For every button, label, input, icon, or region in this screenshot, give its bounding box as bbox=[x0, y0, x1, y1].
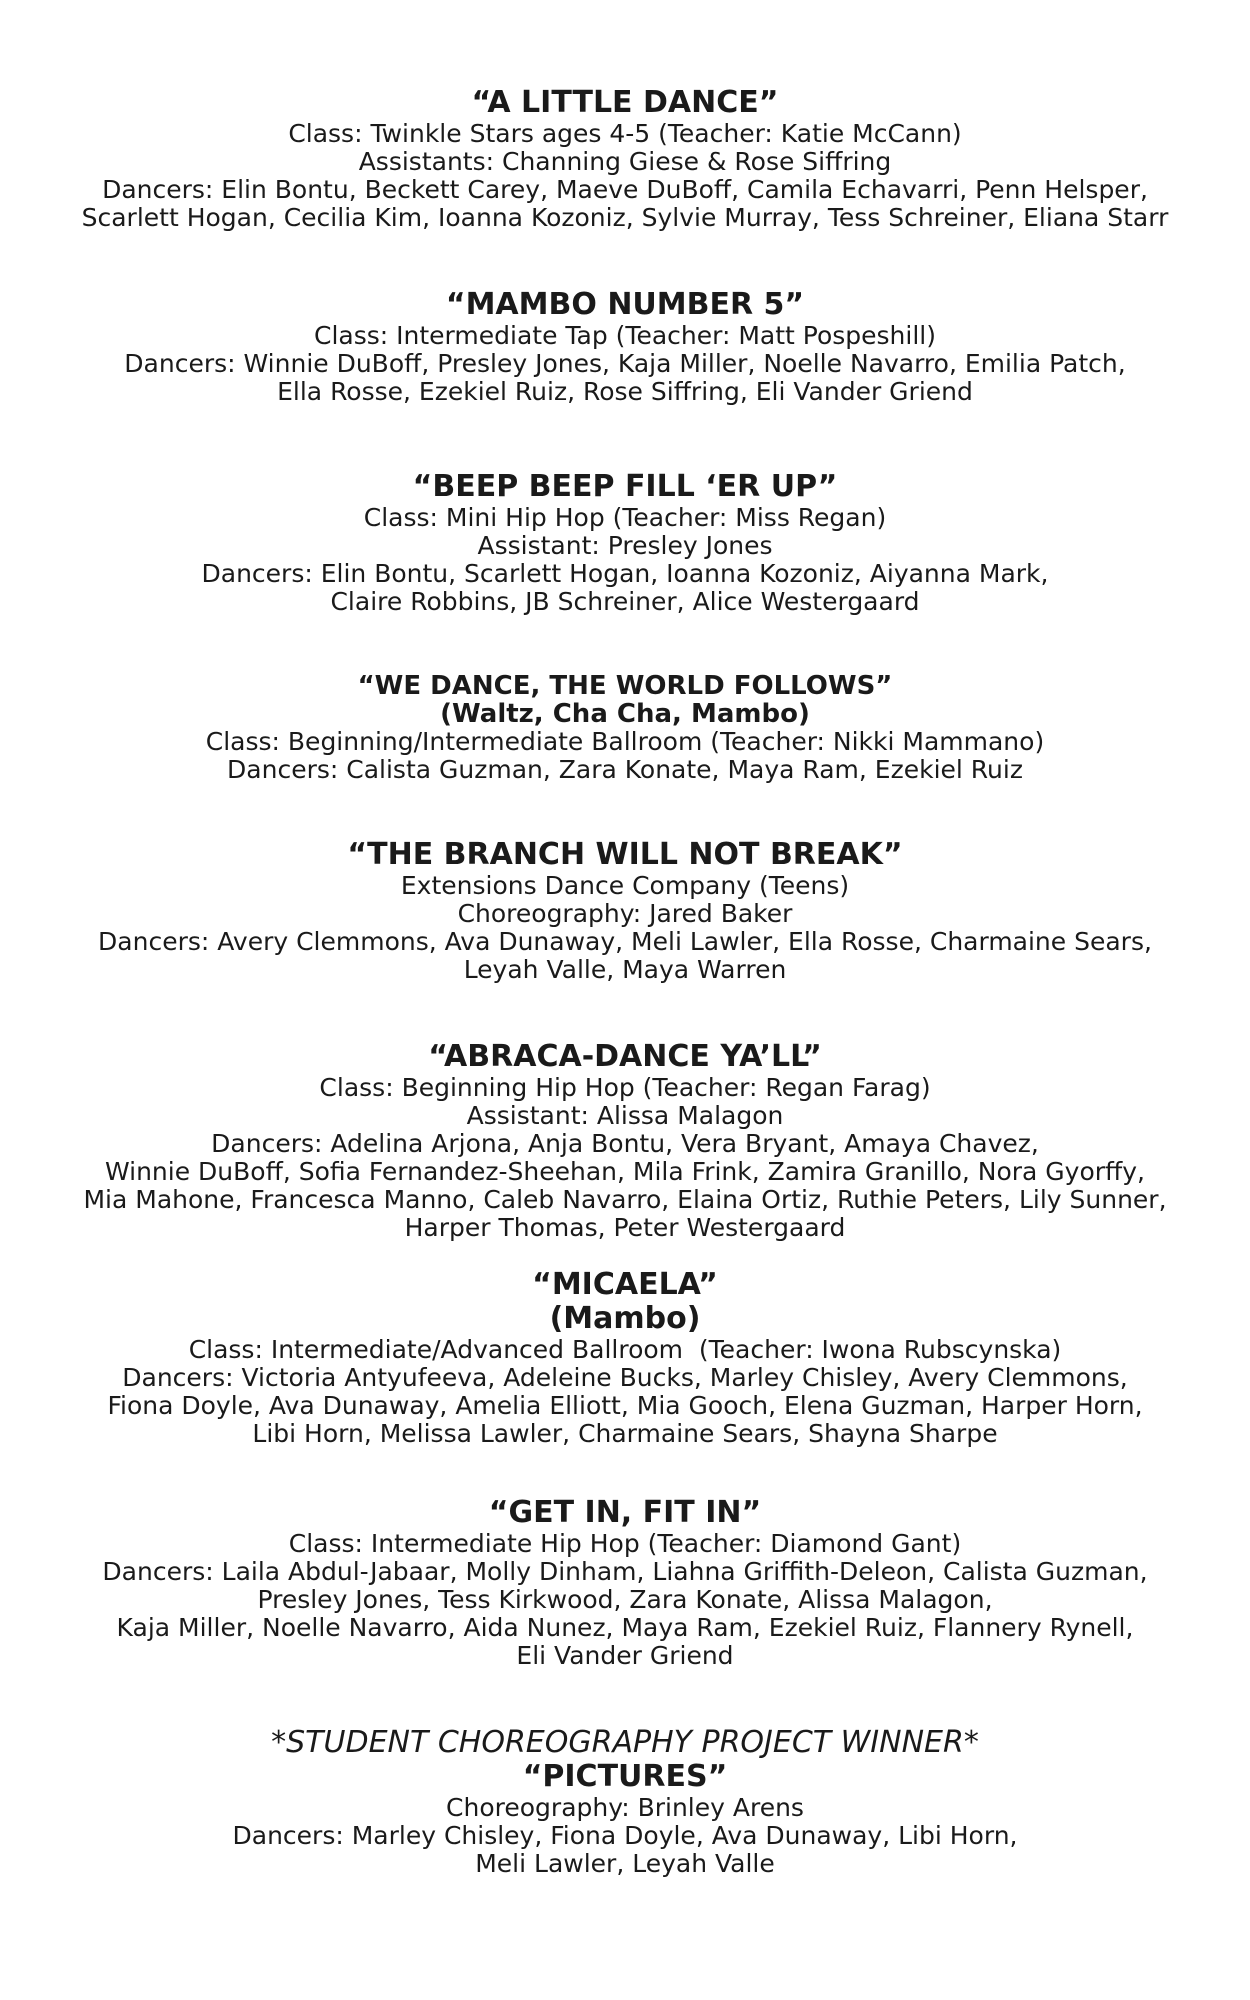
dancers-line: Kaja Miller, Noelle Navarro, Aida Nunez, Maya Ram, Ezekiel Ruiz, Flannery Rynell, bbox=[116, 1613, 1134, 1642]
piece-title: “MAMBO NUMBER 5” bbox=[445, 287, 805, 322]
class-line: Class: Twinkle Stars ages 4-5 (Teacher: Katie McCann) bbox=[288, 119, 962, 148]
program-entry bbox=[0, 838, 1250, 984]
class-line: Class: Intermediate Tap (Teacher: Matt Pospeshill) bbox=[314, 321, 936, 350]
dancers-line: Scarlett Hogan, Cecilia Kim, Ioanna Kozoniz, Sylvie Murray, Tess Schreiner, Eliana Starr bbox=[81, 203, 1169, 232]
program-entry bbox=[0, 672, 1250, 784]
piece-subtitle: (Mambo) bbox=[549, 1301, 701, 1336]
dancers-line: Presley Jones, Tess Kirkwood, Zara Konate, Alissa Malagon, bbox=[257, 1585, 993, 1614]
program-entry bbox=[0, 470, 1250, 616]
dancers-line: Fiona Doyle, Ava Dunaway, Amelia Elliott, Mia Gooch, Elena Guzman, Harper Horn, bbox=[107, 1391, 1143, 1420]
dancers-line: Dancers: Elin Bontu, Scarlett Hogan, Ioanna Kozoniz, Aiyanna Mark, bbox=[201, 559, 1049, 588]
dancers-line: Leyah Valle, Maya Warren bbox=[463, 955, 787, 984]
class-line: Class: Beginning Hip Hop (Teacher: Regan Farag) bbox=[319, 1073, 931, 1102]
assistants-line: Assistants: Channing Giese & Rose Siffring bbox=[358, 147, 892, 176]
program-entry bbox=[0, 1040, 1250, 1242]
program-entry bbox=[0, 86, 1250, 232]
piece-title: “GET IN, FIT IN” bbox=[488, 1495, 762, 1530]
dancers-line: Dancers: Avery Clemmons, Ava Dunaway, Meli Lawler, Ella Rosse, Charmaine Sears, bbox=[98, 927, 1152, 956]
dancers-line: Dancers: Adelina Arjona, Anja Bontu, Vera Bryant, Amaya Chavez, bbox=[211, 1129, 1039, 1158]
company-line: Extensions Dance Company (Teens) bbox=[400, 871, 850, 900]
dancers-line: Dancers: Calista Guzman, Zara Konate, Maya Ram, Ezekiel Ruiz bbox=[227, 755, 1023, 784]
piece-title: “WE DANCE, THE WORLD FOLLOWS” bbox=[357, 671, 893, 701]
dancers-line: Winnie DuBoff, Sofia Fernandez-Sheehan, Mila Frink, Zamira Granillo, Nora Gyorffy, bbox=[104, 1157, 1146, 1186]
piece-title: “THE BRANCH WILL NOT BREAK” bbox=[347, 837, 903, 872]
dancers-line: Dancers: Winnie DuBoff, Presley Jones, Kaja Miller, Noelle Navarro, Emilia Patch, bbox=[124, 349, 1126, 378]
program-entry bbox=[0, 1268, 1250, 1448]
class-line: Class: Intermediate Hip Hop (Teacher: Diamond Gant) bbox=[288, 1529, 962, 1558]
dancers-line: Dancers: Victoria Antyufeeva, Adeleine Bucks, Marley Chisley, Avery Clemmons, bbox=[122, 1363, 1128, 1392]
dancers-line: Dancers: Elin Bontu, Beckett Carey, Maeve DuBoff, Camila Echavarri, Penn Helsper, bbox=[102, 175, 1148, 204]
piece-title: “BEEP BEEP FILL ‘ER UP” bbox=[412, 469, 838, 504]
dancers-line: Dancers: Marley Chisley, Fiona Doyle, Ava Dunaway, Libi Horn, bbox=[232, 1821, 1018, 1850]
award-note: *STUDENT CHOREOGRAPHY PROJECT WINNER* bbox=[271, 1725, 979, 1760]
choreography-line: Choreography: Brinley Arens bbox=[446, 1793, 804, 1822]
program-entry bbox=[0, 288, 1250, 406]
dancers-line: Mia Mahone, Francesca Manno, Caleb Navarro, Elaina Ortiz, Ruthie Peters, Lily Sunner, bbox=[83, 1185, 1167, 1214]
assistant-line: Assistant: Presley Jones bbox=[477, 531, 773, 560]
class-line: Class: Beginning/Intermediate Ballroom (Teacher: Nikki Mammano) bbox=[205, 727, 1045, 756]
assistant-line: Assistant: Alissa Malagon bbox=[466, 1101, 784, 1130]
dancers-line: Dancers: Laila Abdul-Jabaar, Molly Dinham, Liahna Griffith-Deleon, Calista Guzman, bbox=[102, 1557, 1148, 1586]
class-line: Class: Mini Hip Hop (Teacher: Miss Regan) bbox=[363, 503, 887, 532]
dancers-line: Libi Horn, Melissa Lawler, Charmaine Sears, Shayna Sharpe bbox=[252, 1419, 998, 1448]
dancers-line: Ella Rosse, Ezekiel Ruiz, Rose Siffring, Eli Vander Griend bbox=[277, 377, 973, 406]
piece-title: “MICAELA” bbox=[532, 1267, 718, 1302]
program-entry bbox=[0, 1726, 1250, 1878]
choreography-line: Choreography: Jared Baker bbox=[457, 899, 793, 928]
piece-title: “PICTURES” bbox=[522, 1759, 728, 1794]
dancers-line: Meli Lawler, Leyah Valle bbox=[475, 1849, 775, 1878]
dancers-line: Eli Vander Griend bbox=[516, 1641, 734, 1670]
program-entry bbox=[0, 1496, 1250, 1670]
piece-title: “A LITTLE DANCE” bbox=[471, 85, 779, 120]
class-line: Class: Intermediate/Advanced Ballroom (Teacher: Iwona Rubscynska) bbox=[188, 1335, 1062, 1364]
piece-subtitle: (Waltz, Cha Cha, Mambo) bbox=[440, 699, 810, 729]
piece-title: “ABRACA-DANCE YA’LL” bbox=[428, 1039, 822, 1074]
dancers-line: Claire Robbins, JB Schreiner, Alice Westergaard bbox=[330, 587, 920, 616]
dancers-line: Harper Thomas, Peter Westergaard bbox=[404, 1213, 846, 1242]
